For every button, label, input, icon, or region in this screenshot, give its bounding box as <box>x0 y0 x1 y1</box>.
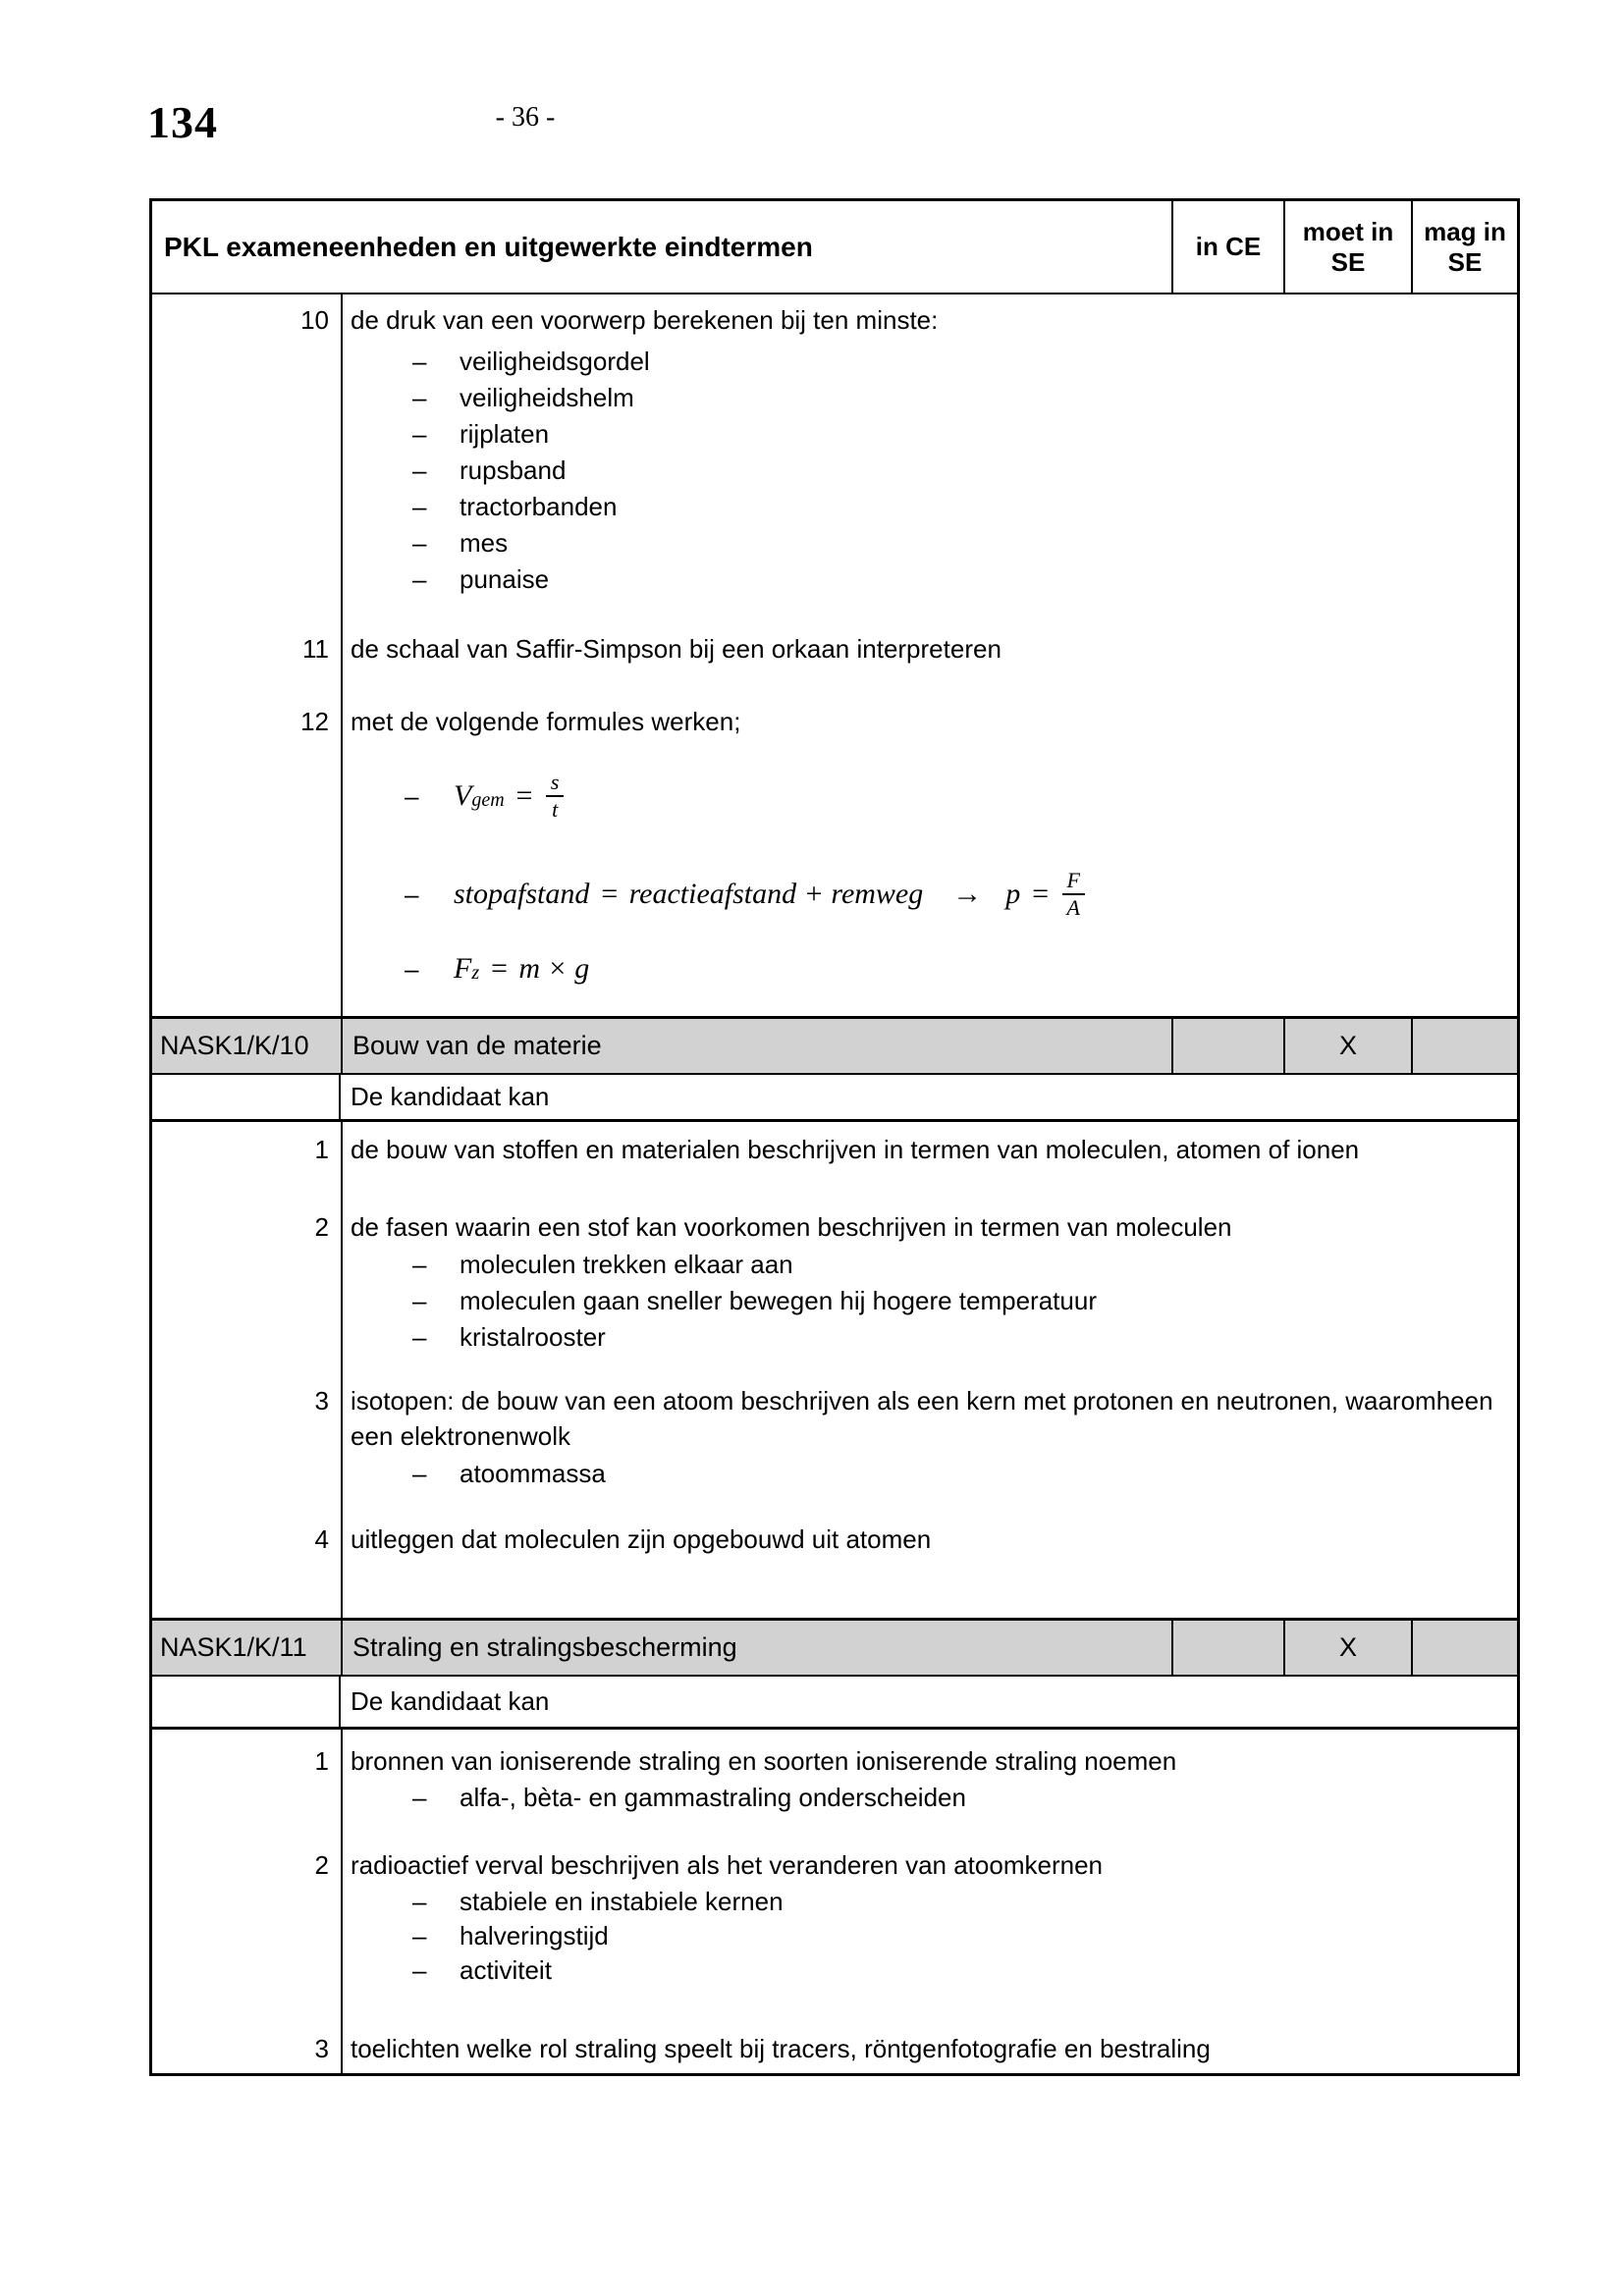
formula-subscript: gem <box>471 789 505 811</box>
kandidaat-intro-row <box>152 1075 1517 1122</box>
eindterm-number: 10 <box>300 305 329 335</box>
equals-sign: = <box>1030 878 1051 910</box>
dash-marker: – <box>412 347 427 376</box>
mag-in-label: mag in <box>1424 216 1506 246</box>
dash-marker: – <box>412 1322 427 1352</box>
fraction-denominator: A <box>1066 895 1080 920</box>
formula-rhs: reactieafstand + remweg <box>628 878 924 910</box>
bullet-text: moleculen trekken elkaar aan <box>460 1250 793 1279</box>
dash-marker: – <box>412 1783 427 1812</box>
eindterm-item-3 <box>152 1383 1517 1492</box>
moet-in-se-cell: X <box>1283 1019 1411 1073</box>
eindterm-number: 3 <box>314 2034 329 2063</box>
formula-fz <box>152 949 1517 988</box>
fraction-denominator: t <box>552 797 559 822</box>
dash-marker: – <box>412 528 427 558</box>
bullet-item <box>351 380 1495 416</box>
bullet-item <box>351 416 1495 453</box>
number-column-divider <box>341 1122 343 1618</box>
eindterm-number: 2 <box>314 1850 329 1880</box>
exam-terms-table <box>149 198 1520 2076</box>
eindterm-text: isotopen: de bouw van een atoom beschrijven als een kern met protonen en neutronen, waaromheen een elektronenwolk <box>351 1386 1493 1451</box>
eindterm-number: 2 <box>314 1212 329 1242</box>
dash-marker: – <box>405 780 419 811</box>
column-header-in-ce <box>1171 201 1283 293</box>
equals-sign: = <box>514 779 534 812</box>
eindterm-text: toelichten welke rol straling speelt bij tracers, röntgenfotografie en bestraling <box>351 2034 1211 2063</box>
eindterm-item-2 <box>152 1847 1517 1988</box>
bullet-text: halveringstijd <box>460 1921 609 1950</box>
arrow-icon: → <box>952 878 983 910</box>
moet-in-se-cell: X <box>1283 1621 1411 1675</box>
kandidaat-intro-row <box>152 1677 1517 1730</box>
dash-marker: – <box>405 953 419 984</box>
empty-number-cell <box>152 1677 341 1727</box>
formula-rhs: m × g <box>518 952 590 985</box>
eindterm-number: 3 <box>314 1386 329 1415</box>
formula-stopafstand <box>152 863 1517 926</box>
moet-in-label: moet in <box>1302 216 1394 246</box>
bullet-item <box>351 1283 1495 1319</box>
eindtermen-block-unit2 <box>152 1730 1517 2073</box>
number-column-divider <box>341 294 343 1016</box>
bullet-list <box>351 344 1495 598</box>
eindterm-text: de bouw van stoffen en materialen beschrijven in termen van moleculen, atomen of ionen <box>351 1135 1360 1164</box>
bullet-text: atoommassa <box>460 1459 606 1488</box>
bullet-list <box>351 1885 1495 1988</box>
formula-v-gem <box>152 765 1517 828</box>
number-column-divider <box>341 1730 343 2073</box>
dash-marker: – <box>412 1921 427 1950</box>
bullet-item <box>351 1885 1495 1919</box>
fraction-s-t <box>546 772 565 821</box>
dash-marker: – <box>412 1459 427 1488</box>
dash-marker: – <box>412 1887 427 1916</box>
empty-number-cell <box>152 1075 341 1119</box>
bullet-list <box>351 1247 1495 1356</box>
eindterm-text: uitleggen dat moleculen zijn opgebouwd uit atomen <box>351 1524 932 1554</box>
page-center-marker: - 36 - <box>495 102 556 133</box>
table-title: PKL exameneenheden en uitgewerkte eindtermen <box>164 231 813 262</box>
dash-marker: – <box>405 879 419 909</box>
bullet-text: alfa-, bèta- en gammastraling onderscheiden <box>460 1783 966 1812</box>
bullet-text: activiteit <box>460 1955 552 1985</box>
in-ce-cell <box>1171 1019 1283 1073</box>
bullet-text: veiligheidsgordel <box>460 347 650 376</box>
dash-marker: – <box>412 492 427 521</box>
bullet-item <box>351 1247 1495 1283</box>
bullet-item <box>351 1781 1495 1815</box>
formula-variable: F <box>454 952 472 985</box>
unit-row-nask1-k-10 <box>152 1016 1517 1075</box>
equals-sign: = <box>489 952 510 985</box>
fraction-numerator: F <box>1066 868 1080 892</box>
eindterm-text: de schaal van Saffir-Simpson bij een orkaan interpreteren <box>351 634 1001 664</box>
eindtermen-block-unit1 <box>152 1122 1517 1618</box>
dash-marker: – <box>412 383 427 412</box>
eindterm-text: bronnen van ioniserende straling en soorten ioniserende straling noemen <box>351 1746 1177 1776</box>
eindterm-item-1 <box>152 1730 1517 1815</box>
unit-title: Straling en stralingsbescherming <box>341 1621 1171 1675</box>
bullet-item <box>351 1456 1495 1492</box>
dash-marker: – <box>412 419 427 449</box>
bullet-text: veiligheidshelm <box>460 383 634 412</box>
page-number: 134 <box>147 97 218 147</box>
kandidaat-intro-text: De kandidaat kan <box>351 1082 550 1111</box>
eindterm-text: met de volgende formules werken; <box>351 707 741 736</box>
bullet-text: kristalrooster <box>460 1322 606 1352</box>
in-ce-cell <box>1171 1621 1283 1675</box>
eindterm-item-3 <box>152 2031 1517 2066</box>
eindterm-text: de fasen waarin een stof kan voorkomen beschrijven in termen van moleculen <box>351 1212 1232 1242</box>
dash-marker: – <box>412 455 427 485</box>
bullet-item <box>351 344 1495 380</box>
dash-marker: – <box>412 1955 427 1985</box>
eindterm-item-11 <box>152 631 1517 667</box>
bullet-text: mes <box>460 528 509 558</box>
eindterm-item-4 <box>152 1522 1517 1557</box>
eindtermen-block-10-12 <box>152 294 1517 1016</box>
eindterm-number: 11 <box>302 634 329 664</box>
bullet-text: stabiele en instabiele kernen <box>460 1887 784 1916</box>
bullet-item <box>351 1319 1495 1356</box>
bullet-item <box>351 561 1495 598</box>
dash-marker: – <box>412 1250 427 1279</box>
eindterm-number: 1 <box>314 1746 329 1776</box>
fraction-f-a <box>1062 870 1085 919</box>
table-header-row <box>152 201 1517 294</box>
kandidaat-intro-text: De kandidaat kan <box>351 1686 550 1716</box>
eindterm-number: 1 <box>314 1135 329 1164</box>
bullet-text: moleculen gaan sneller bewegen hij hogere temperatuur <box>460 1286 1097 1315</box>
eindterm-item-2 <box>152 1209 1517 1356</box>
unit-code: NASK1/K/11 <box>160 1632 307 1662</box>
eindterm-item-12 <box>152 704 1517 739</box>
fraction-numerator: s <box>550 770 560 794</box>
formula-p: p <box>1005 878 1021 910</box>
bullet-list <box>351 1781 1495 1815</box>
column-header-mag-in-se <box>1411 201 1517 293</box>
bullet-text: tractorbanden <box>460 492 618 521</box>
formula-lhs: stopafstand <box>454 878 590 910</box>
eindterm-item-1 <box>152 1122 1517 1167</box>
equals-sign: = <box>599 878 620 910</box>
eindterm-text: radioactief verval beschrijven als het veranderen van atoomkernen <box>351 1850 1103 1880</box>
unit-row-nask1-k-11 <box>152 1618 1517 1677</box>
bullet-item <box>351 453 1495 489</box>
bullet-item <box>351 525 1495 561</box>
eindterm-number: 4 <box>314 1524 329 1554</box>
moet-se-label: SE <box>1330 246 1366 277</box>
formula-subscript: z <box>471 962 480 984</box>
bullet-text: punaise <box>460 564 550 594</box>
unit-code: NASK1/K/10 <box>160 1031 309 1060</box>
eindterm-number: 12 <box>300 707 329 736</box>
bullet-item <box>351 489 1495 525</box>
formula-variable: V <box>454 779 472 812</box>
mag-in-se-cell <box>1411 1019 1517 1073</box>
eindterm-text: de druk van een voorwerp berekenen bij ten minste: <box>351 305 939 335</box>
bullet-list <box>351 1456 1495 1492</box>
eindterm-item-10 <box>152 294 1517 598</box>
bullet-text: rijplaten <box>460 419 550 449</box>
mag-se-label: SE <box>1447 246 1483 277</box>
in-ce-label: in CE <box>1195 232 1262 261</box>
bullet-item <box>351 1919 1495 1953</box>
dash-marker: – <box>412 564 427 594</box>
unit-title: Bouw van de materie <box>341 1019 1171 1073</box>
bullet-text: rupsband <box>460 455 567 485</box>
column-header-moet-in-se <box>1283 201 1411 293</box>
dash-marker: – <box>412 1286 427 1315</box>
bullet-item <box>351 1953 1495 1988</box>
mag-in-se-cell <box>1411 1621 1517 1675</box>
